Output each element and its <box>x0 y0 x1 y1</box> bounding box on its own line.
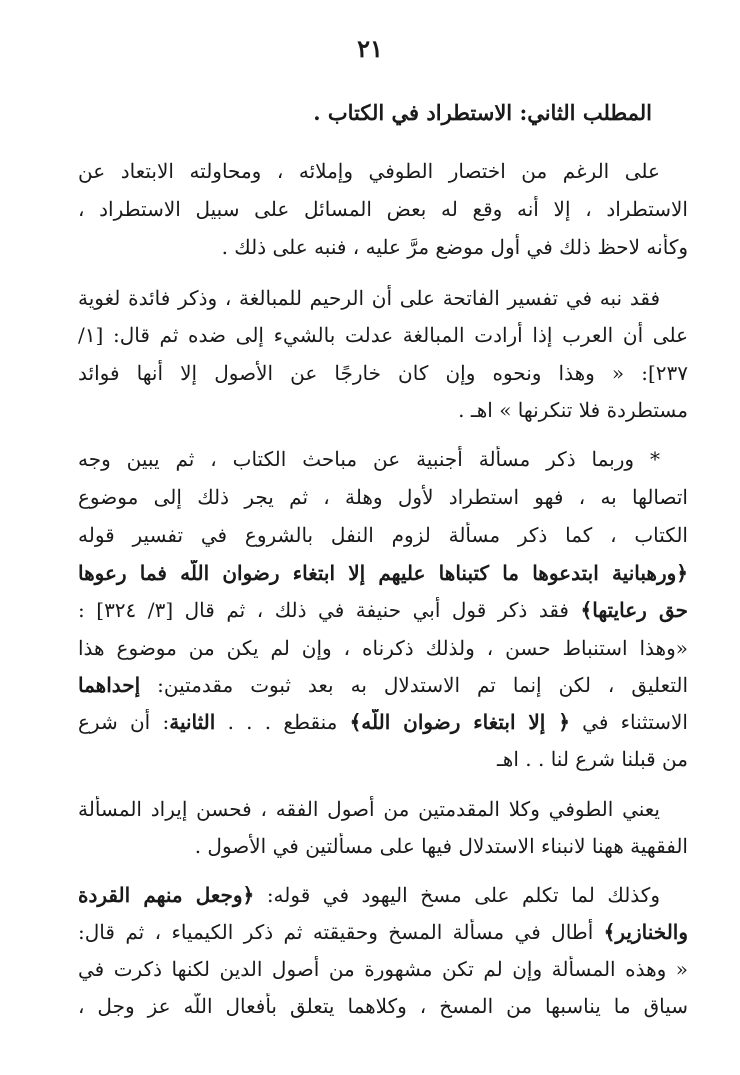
paragraph-2-line-4: مستطردة فلا تنكرنها » اهـ . <box>458 398 688 422</box>
second-premise-label: الثانية <box>169 710 216 734</box>
quran-verse-end-2: والخنازير﴾ <box>603 920 688 944</box>
quran-verse-end: حق رعايتها﴾ <box>580 598 688 622</box>
paragraph-1-line-2: الاستطراد ، إلا أنه وقع له بعض المسائل على سبيل الاستطراد ، <box>78 197 688 221</box>
paragraph-3-line-8 <box>78 709 688 735</box>
first-premise-label: إحداهما <box>78 673 141 697</box>
paragraph-3-line-9: من قبلنا شرع لنا . . اهـ <box>496 747 688 771</box>
section-heading: المطلب الثاني: الاستطراد في الكتاب . <box>313 100 652 125</box>
quran-verse-line: ﴿ورهبانية ابتدعوها ما كتبناها عليهم إلا ابتغاء رضوان اللّه فما رعوها <box>78 561 688 585</box>
paragraph-1-line-3: وكأنه لاحظ ذلك في أول موضع مرَّ عليه ، فنبه على ذلك . <box>221 235 688 259</box>
paragraph-4-line-2: الفقهية ههنا لانبناء الاستدلال فيها على مسألتين في الأصول . <box>194 834 688 858</box>
paragraph-5-line-1 <box>78 882 688 908</box>
paragraph-3-line-8-text-a: الاستثناء في <box>569 710 688 734</box>
paragraph-3-line-7 <box>78 672 688 698</box>
paragraph-4-line-1: يعني الطوفي وكلا المقدمتين من أصول الفقه ، فحسن إيراد المسألة <box>78 797 660 821</box>
paragraph-3-line-7-text: التعليق ، لكن إنما تم الاستدلال به بعد ثبوت مقدمتين: <box>140 673 688 697</box>
paragraph-2-line-3: ٢٣٧]: « وهذا ونحوه وإن كان خارجًا عن الأصول إلا أنها فوائد <box>78 361 688 385</box>
paragraph-5-line-3: « وهذه المسألة وإن لم تكن مشهورة من أصول الدين لكنها ذكرت في <box>78 957 688 981</box>
paragraph-1-line-1: على الرغم من اختصار الطوفي وإملائه ، ومحاولته الابتعاد عن <box>78 159 660 183</box>
paragraph-3-line-3: الكتاب ، كما ذكر مسألة لزوم النفل بالشروع في تفسير قوله <box>78 523 688 547</box>
paragraph-5-line-4: سياق ما يناسبها من المسخ ، وكلاهما يتعلق بأفعال اللّه عز وجل ، <box>78 994 688 1018</box>
paragraph-3-line-6: «وهذا استنباط حسن ، ولذلك ذكرناه ، وإن لم يكن من موضوع هذا <box>78 636 688 660</box>
paragraph-5-line-1-text: وكذلك لما تكلم على مسخ اليهود في قوله: <box>254 883 660 907</box>
paragraph-3-line-8-text-b: منقطع . . . <box>215 710 350 734</box>
page-number: ٢١ <box>357 34 383 63</box>
paragraph-3-line-2: اتصالها به ، فهو استطراد لأول وهلة ، ثم يجر ذلك إلى موضوع <box>78 485 688 509</box>
paragraph-2-line-2: على أن العرب إذا أرادت المبالغة عدلت بالشيء إلى ضده ثم قال: [١/ <box>78 323 688 347</box>
paragraph-5-line-2 <box>78 919 688 945</box>
paragraph-3-line-5-text: فقد ذكر قول أبي حنيفة في ذلك ، ثم قال [٣/ ٣٢٤] : <box>78 598 581 622</box>
paragraph-2-line-1: فقد نبه في تفسير الفاتحة على أن الرحيم للمبالغة ، وذكر فائدة لغوية <box>78 286 660 310</box>
quran-verse-start: ﴿وجعل منهم القردة <box>78 883 255 907</box>
paragraph-3-line-5 <box>78 597 688 623</box>
paragraph-3-line-1: * وربما ذكر مسألة أجنبية عن مباحث الكتاب ، ثم يبين وجه <box>78 447 660 471</box>
quran-excerpt: ﴿ إلا ابتغاء رضوان اللّه﴾ <box>349 710 570 734</box>
paragraph-3-line-8-text-c: : أن شرع <box>78 710 170 734</box>
paragraph-5-line-2-text: أطال في مسألة المسخ وحقيقته ثم ذكر الكيمياء ، ثم قال: <box>78 920 604 944</box>
